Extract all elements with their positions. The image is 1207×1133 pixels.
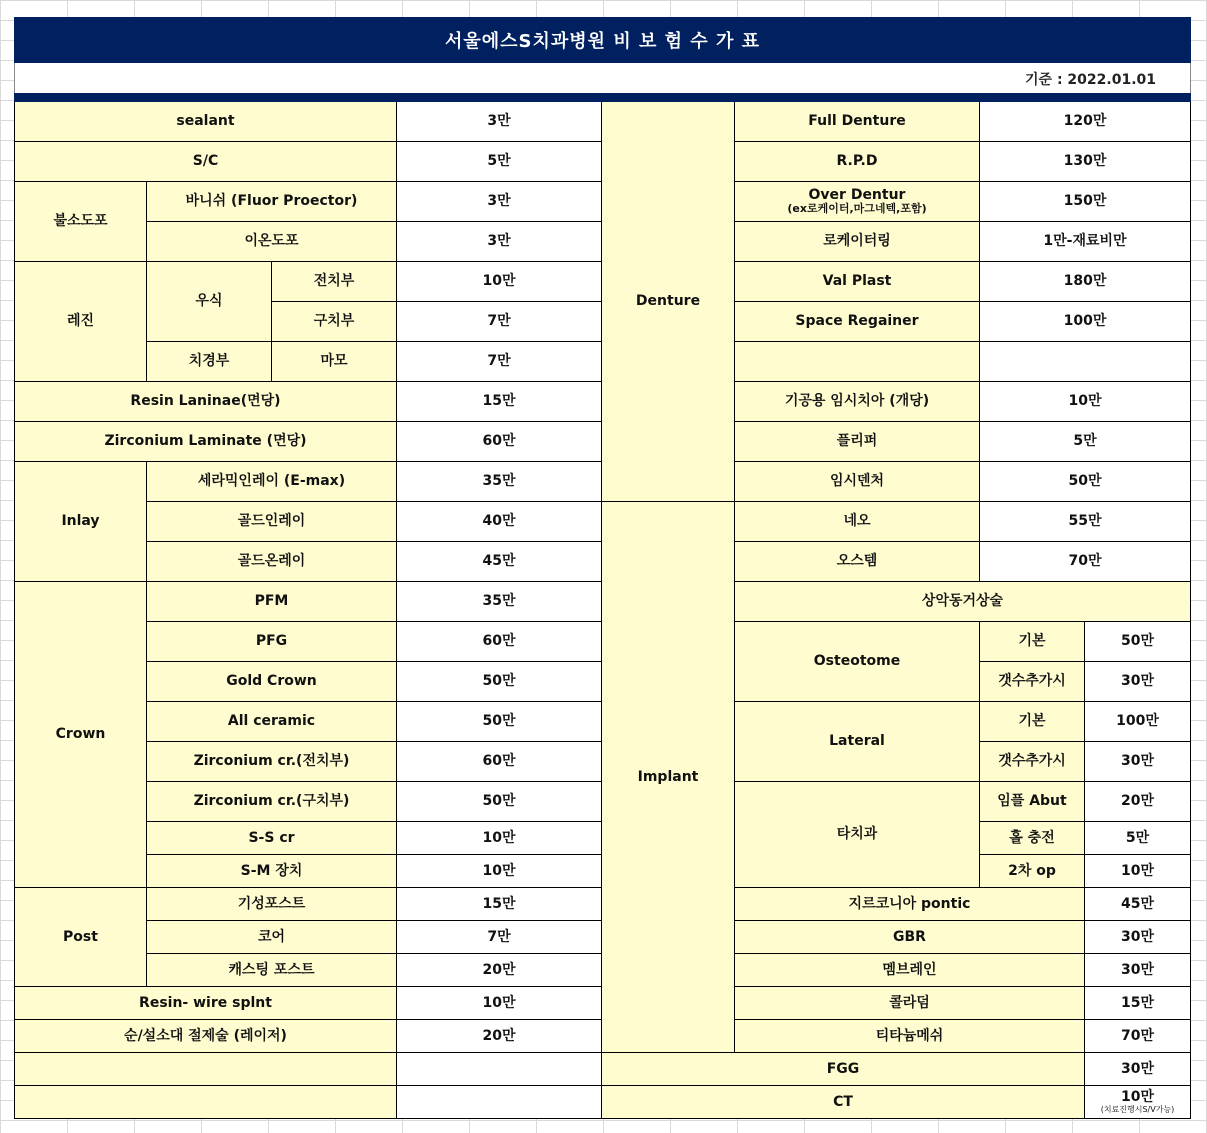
denture-item: Space Regainer: [735, 302, 980, 342]
denture-item: Val Plast: [735, 262, 980, 302]
crown-item: Zirconium cr.(구치부): [147, 782, 397, 822]
crown-price: 50만: [397, 702, 602, 742]
second-op-price: 10만: [1085, 855, 1191, 888]
resin-back-price: 7만: [397, 302, 602, 342]
crown-item: PFG: [147, 622, 397, 662]
crown-price: 50만: [397, 782, 602, 822]
sealant-price: 3만: [397, 102, 602, 142]
crown-item: Zirconium cr.(전치부): [147, 742, 397, 782]
osteotome-extra-price: 30만: [1085, 662, 1191, 702]
second-op-label: 2차 op: [980, 855, 1085, 888]
empty-price-cell: [397, 1086, 602, 1119]
post-item: 코어: [147, 921, 397, 954]
sc-label: S/C: [14, 142, 397, 182]
empty-label-cell: [14, 1053, 397, 1086]
fluoride-group: 불소도포: [14, 182, 147, 262]
resin-laminate-label: Resin Laninae(면당): [14, 382, 397, 422]
abut-label: 임플 Abut: [980, 782, 1085, 822]
denture-price: 100만: [980, 302, 1191, 342]
sinus-lift-header: 상악동거상술: [735, 582, 1191, 622]
varnish-label: 바니쉬 (Fluor Proector): [147, 182, 397, 222]
gold-onlay-label: 골드온레이: [147, 542, 397, 582]
emax-price: 35만: [397, 462, 602, 502]
lateral-basic-label: 기본: [980, 702, 1085, 742]
hole-filling-label: 홀 충전: [980, 822, 1085, 855]
denture-item: 기공용 임시치아 (개당): [735, 382, 980, 422]
ct-label: CT: [602, 1086, 1085, 1119]
denture-price: 120만: [980, 102, 1191, 142]
crown-price: 10만: [397, 855, 602, 888]
denture-price: 1만-재료비만: [980, 222, 1191, 262]
overdenture-label: Over Dentur: [808, 187, 906, 204]
implant-brand: 오스템: [735, 542, 980, 582]
reference-date: 기준 : 2022.01.01: [1025, 72, 1156, 88]
post-price: 15만: [397, 888, 602, 921]
resin-group: 레진: [14, 262, 147, 382]
date-row: [14, 63, 1191, 93]
inlay-group: Inlay: [14, 462, 147, 582]
denture-item: Full Denture: [735, 102, 980, 142]
implant-extra-price: 30만: [1085, 954, 1191, 987]
ct-price: 10만: [1120, 1089, 1154, 1106]
denture-item: 임시덴처: [735, 462, 980, 502]
implant-extra-price: 30만: [1085, 921, 1191, 954]
resin-caries: 우식: [147, 262, 272, 342]
denture-item: [735, 182, 980, 222]
gold-inlay-price: 40만: [397, 502, 602, 542]
crown-item: S-S cr: [147, 822, 397, 855]
page-title: 서울에스S치과병원 비 보 험 수 가 표: [14, 17, 1191, 63]
resin-abrasion-label: 마모: [272, 342, 397, 382]
resin-wire-price: 10만: [397, 987, 602, 1020]
crown-group: Crown: [14, 582, 147, 888]
denture-price: 130만: [980, 142, 1191, 182]
empty-price-cell: [397, 1053, 602, 1086]
implant-extra-item: 티타늄메쉬: [735, 1020, 1085, 1053]
resin-wire-label: Resin- wire splnt: [14, 987, 397, 1020]
resin-abrasion-price: 7만: [397, 342, 602, 382]
frenectomy-label: 순/설소대 절제술 (레이저): [14, 1020, 397, 1053]
lateral-label: Lateral: [735, 702, 980, 782]
fgg-label: FGG: [602, 1053, 1085, 1086]
resin-back-label: 구치부: [272, 302, 397, 342]
post-price: 7만: [397, 921, 602, 954]
crown-item: All ceramic: [147, 702, 397, 742]
crown-price: 50만: [397, 662, 602, 702]
resin-front-price: 10만: [397, 262, 602, 302]
hole-filling-price: 5만: [1085, 822, 1191, 855]
lateral-basic-price: 100만: [1085, 702, 1191, 742]
implant-brand: 네오: [735, 502, 980, 542]
crown-price: 60만: [397, 742, 602, 782]
denture-item: 로케이터링: [735, 222, 980, 262]
overdenture-note: (ex로케이터,마그네텍,포함): [787, 202, 927, 216]
varnish-price: 3만: [397, 182, 602, 222]
denture-price: 50만: [980, 462, 1191, 502]
abut-price: 20만: [1085, 782, 1191, 822]
denture-group: Denture: [602, 102, 735, 502]
header-bar: [14, 93, 1191, 102]
crown-price: 10만: [397, 822, 602, 855]
emax-label: 세라믹인레이 (E-max): [147, 462, 397, 502]
post-item: 캐스팅 포스트: [147, 954, 397, 987]
zirconium-laminate-price: 60만: [397, 422, 602, 462]
denture-item-empty: [735, 342, 980, 382]
implant-extra-price: 15만: [1085, 987, 1191, 1020]
implant-extra-item: 멤브레인: [735, 954, 1085, 987]
implant-extra-item: 콜라덤: [735, 987, 1085, 1020]
resin-front-label: 전치부: [272, 262, 397, 302]
post-group: Post: [14, 888, 147, 987]
gold-onlay-price: 45만: [397, 542, 602, 582]
implant-brand-price: 70만: [980, 542, 1191, 582]
denture-price: 180만: [980, 262, 1191, 302]
denture-price: 150만: [980, 182, 1191, 222]
gold-inlay-label: 골드인레이: [147, 502, 397, 542]
zirconium-laminate-label: Zirconium Laminate (면당): [14, 422, 397, 462]
denture-item: 플리퍼: [735, 422, 980, 462]
post-item: 기성포스트: [147, 888, 397, 921]
denture-price: 10만: [980, 382, 1191, 422]
ct-note: (치료진행시S/V가능): [1100, 1105, 1175, 1115]
ion-label: 이온도포: [147, 222, 397, 262]
post-price: 20만: [397, 954, 602, 987]
osteotome-basic-price: 50만: [1085, 622, 1191, 662]
denture-price: 5만: [980, 422, 1191, 462]
implant-extra-item: GBR: [735, 921, 1085, 954]
ct-price-cell: [1085, 1086, 1191, 1119]
implant-group: Implant: [602, 502, 735, 1053]
sc-price: 5만: [397, 142, 602, 182]
sealant-label: sealant: [14, 102, 397, 142]
implant-brand-price: 55만: [980, 502, 1191, 542]
crown-item: S-M 장치: [147, 855, 397, 888]
crown-price: 35만: [397, 582, 602, 622]
resin-laminate-price: 15만: [397, 382, 602, 422]
ion-price: 3만: [397, 222, 602, 262]
other-clinic-label: 타치과: [735, 782, 980, 888]
denture-price-empty: [980, 342, 1191, 382]
price-table: [14, 102, 1191, 1119]
fgg-price: 30만: [1085, 1053, 1191, 1086]
denture-item: R.P.D: [735, 142, 980, 182]
osteotome-label: Osteotome: [735, 622, 980, 702]
osteotome-basic-label: 기본: [980, 622, 1085, 662]
lateral-extra-label: 갯수추가시: [980, 742, 1085, 782]
implant-extra-item: 지르코니아 pontic: [735, 888, 1085, 921]
osteotome-extra-label: 갯수추가시: [980, 662, 1085, 702]
resin-cervical: 치경부: [147, 342, 272, 382]
crown-item: PFM: [147, 582, 397, 622]
implant-extra-price: 45만: [1085, 888, 1191, 921]
frenectomy-price: 20만: [397, 1020, 602, 1053]
lateral-extra-price: 30만: [1085, 742, 1191, 782]
crown-price: 60만: [397, 622, 602, 662]
empty-label-cell: [14, 1086, 397, 1119]
crown-item: Gold Crown: [147, 662, 397, 702]
implant-extra-price: 70만: [1085, 1020, 1191, 1053]
